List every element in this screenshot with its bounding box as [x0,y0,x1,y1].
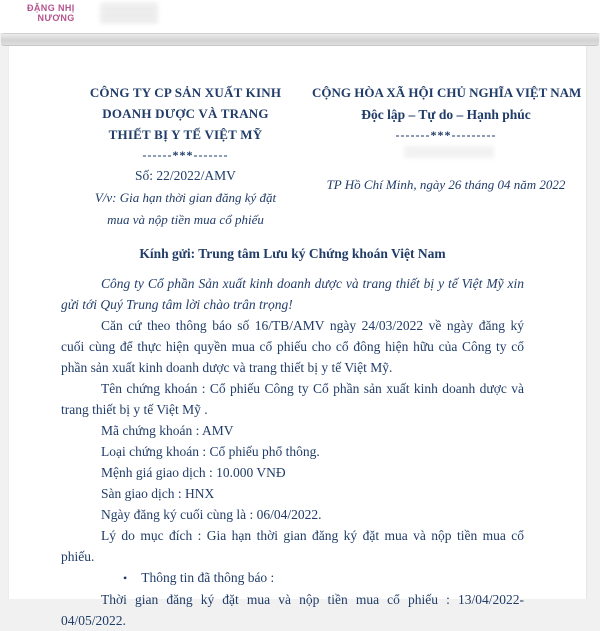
company-header-block [59,82,312,230]
user-watermark [27,3,75,23]
subject-line: mua và nộp tiền mua cổ phiếu [107,212,264,227]
security-type-line: Loại chứng khoán : Cổ phiếu phổ thông. [101,444,320,459]
blur-smudge [100,3,158,23]
bullet-icon: • [123,571,128,585]
salutation: Kính gửi: Trung tâm Lưu ký Chứng khoán Việt Nam [139,246,446,261]
watermark-line2: NƯƠNG [37,13,75,23]
basis-paragraph: Căn cứ theo thông báo số 16/TB/AMV ngày 24/03/2022 về ngày đăng ký cuối cùng để thực hiện quyền mua cổ phiếu cho cổ đông hiện hữu của Công ty cổ phần sản xuất kinh doanh dược và trang thiết bị y tế Việt Mỹ. [61,318,524,375]
announced-period-line: Thời gian đăng ký đặt mua và nộp tiền mua cổ phiếu : 13/04/2022- 04/05/2022. [61,592,524,628]
letterhead [9,46,586,230]
exchange-line: Sàn giao dịch : HNX [101,486,215,501]
blur-smudge [404,146,494,158]
document-body [9,243,586,631]
separator-line: -------***--------- [395,128,497,142]
company-name-line: DOANH DƯỢC VÀ TRANG [102,106,269,121]
place-date-line: TP Hồ Chí Minh, ngày 26 tháng 04 năm 2022 [326,177,566,192]
greeting-paragraph: Công ty Cổ phần Sản xuất kinh doanh dược và trang thiết bị y tế Việt Mỹ xin gửi tới Quý Trung tâm lời chào trân trọng! [61,276,524,312]
national-title: CỘNG HÒA XÃ HỘI CHỦ NGHĨA VIỆT NAM [312,85,582,100]
national-motto: Độc lập – Tự do – Hạnh phúc [361,107,531,122]
document-number: Số: 22/2022/AMV [135,168,236,183]
record-date-line: Ngày đăng ký cuối cùng là : 06/04/2022. [101,507,322,522]
company-name-line: THIẾT BỊ Y TẾ VIỆT MỸ [108,127,263,142]
bullet-item [123,567,524,589]
reason-line: Lý do mục đích : Gia hạn thời gian đăng ký đặt mua và nộp tiền mua cổ phiếu. [61,528,524,564]
watermark-line1: ĐẶNG NHỊ [27,3,75,13]
bullet-text: Thông tin đã thông báo : [141,570,275,585]
separator-line: ------***------- [142,148,229,162]
subject-line: V/v: Gia hạn thời gian đăng ký đặt [94,190,277,205]
document-page [8,46,587,628]
page-top-divider [1,33,599,46]
company-name-line: CÔNG TY CP SẢN XUẤT KINH [89,85,282,100]
par-value-line: Mệnh giá giao dịch : 10.000 VNĐ [101,465,286,480]
security-name-line: Tên chứng khoán : Cổ phiếu Công ty Cổ phần sản xuất kinh doanh dược và trang thiết bị y tế Việt Mỹ . [61,381,524,417]
ticker-line: Mã chứng khoán : AMV [101,423,234,438]
top-margin-strip [0,0,600,33]
